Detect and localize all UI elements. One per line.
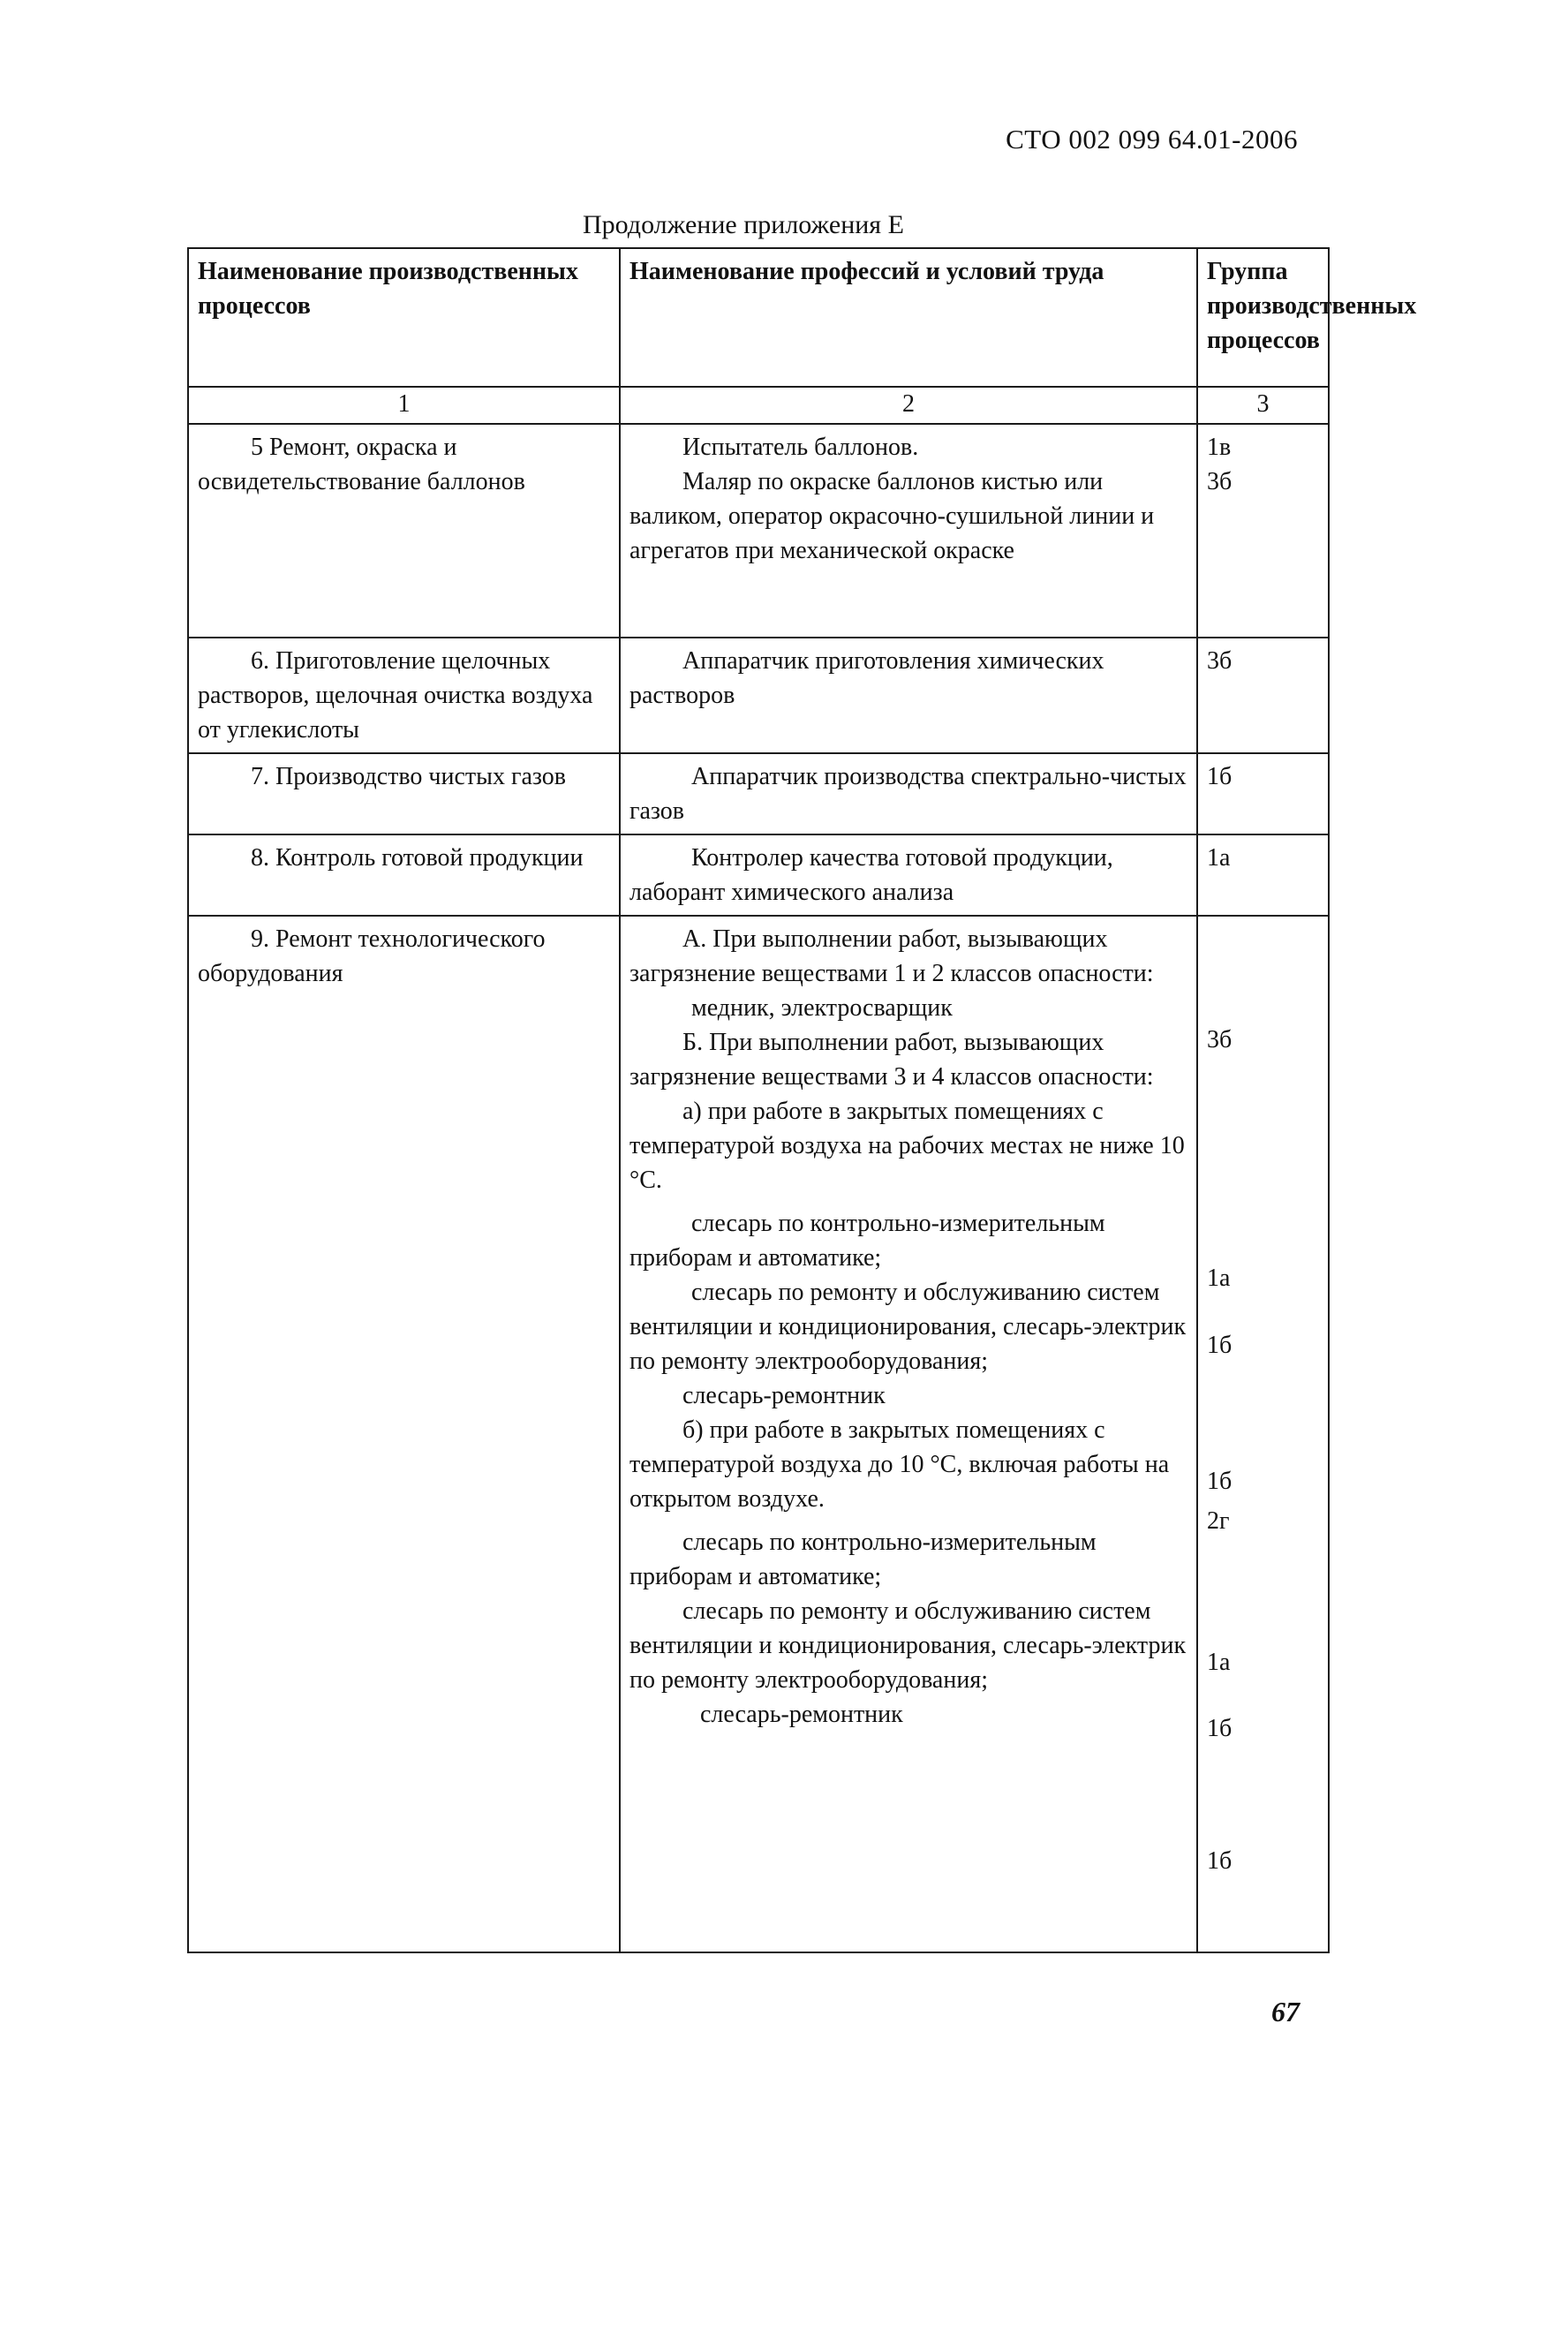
profession-cell [620, 834, 1197, 916]
profession-cell [620, 424, 1197, 638]
profession-entry: Маляр по окраске баллонов кистью или валиком, оператор окрасочно-сушильной линии и агрегатов при механической окраске [629, 468, 1155, 564]
profession-entry: Аппаратчик приготовления химических растворов [629, 647, 1104, 709]
group-cell [1197, 424, 1329, 638]
header-row [188, 248, 1329, 387]
profession-cell [620, 638, 1197, 753]
continuation-caption: Продолжение приложения Е [583, 210, 904, 239]
column-header-process: Наименование производственных процессов [188, 248, 620, 387]
table-row [188, 753, 1329, 834]
profession-entry: А. При выполнении работ, вызывающих загрязнение веществами 1 и 2 классов опасности: [629, 925, 1154, 987]
column-number: 1 [188, 387, 620, 424]
group-cell [1197, 638, 1329, 753]
profession-entry: б) при работе в закрытых помещениях с температурой воздуха до 10 °С, включая работы на открытом воздухе. [629, 1416, 1170, 1513]
group-value: 1б [1207, 1847, 1233, 1875]
table-row [188, 424, 1329, 638]
group-value: 1б [1207, 1468, 1233, 1495]
profession-entry: а) при работе в закрытых помещениях с температурой воздуха на рабочих местах не ниже 10 °С. [629, 1098, 1185, 1194]
group-value: 1б [1207, 763, 1233, 790]
group-value: 1в [1207, 434, 1232, 461]
process-cell: 8. Контроль готовой продукции [188, 834, 620, 916]
process-cell: 7. Производство чистых газов [188, 753, 620, 834]
document-code: СТО 002 099 64.01-2006 [1006, 124, 1298, 155]
group-cell [1197, 916, 1329, 1952]
group-value: 3б [1207, 468, 1233, 495]
group-value: 1а [1207, 844, 1231, 872]
process-cell: 5 Ремонт, окраска и освидетельствование баллонов [188, 424, 620, 638]
process-cell: 6. Приготовление щелочных растворов, щелочная очистка воздуха от углекислоты [188, 638, 620, 753]
group-value: 1а [1207, 1265, 1231, 1292]
group-cell [1197, 753, 1329, 834]
profession-entry: Б. При выполнении работ, вызывающих загрязнение веществами 3 и 4 классов опасности: [629, 1029, 1154, 1091]
profession-entry: медник, электросварщик [691, 994, 953, 1022]
column-number-row [188, 387, 1329, 424]
profession-entry: Испытатель баллонов. [682, 434, 919, 461]
column-number: 2 [620, 387, 1197, 424]
profession-entry: Аппаратчик производства спектрально-чистых газов [629, 763, 1187, 825]
table-row [188, 834, 1329, 916]
process-cell: 9. Ремонт технологического оборудования [188, 916, 620, 1952]
column-header-profession: Наименование профессий и условий труда [620, 248, 1197, 387]
profession-entry: слесарь по ремонту и обслуживанию систем вентиляции и кондиционирования, слесарь-электрик по ремонту электрооборудования; [629, 1279, 1187, 1375]
table-row [188, 916, 1329, 1952]
profession-cell [620, 753, 1197, 834]
profession-entry: Контролер качества готовой продукции, лаборант химического анализа [629, 844, 1113, 906]
table-row [188, 638, 1329, 753]
profession-cell [620, 916, 1197, 1952]
profession-entry: слесарь по контрольно-измерительным приборам и автоматике; [629, 1210, 1105, 1272]
group-value: 1б [1207, 1332, 1233, 1359]
page-number: 67 [1271, 1996, 1300, 2027]
group-cell [1197, 834, 1329, 916]
column-header-group: Группа производственных процессов [1197, 248, 1329, 387]
profession-entry: слесарь-ремонтник [682, 1382, 886, 1409]
column-number: 3 [1197, 387, 1329, 424]
profession-entry: слесарь по ремонту и обслуживанию систем вентиляции и кондиционирования, слесарь-электрик по ремонту электрооборудования; [629, 1597, 1187, 1694]
group-value: 3б [1207, 1026, 1233, 1053]
profession-entry: слесарь-ремонтник [700, 1701, 903, 1728]
group-value: 3б [1207, 647, 1233, 675]
profession-entry: слесарь по контрольно-измерительным приборам и автоматике; [629, 1529, 1097, 1590]
appendix-table [187, 247, 1417, 1953]
group-value: 1а [1207, 1649, 1231, 1676]
group-value: 1б [1207, 1715, 1233, 1742]
group-value: 2г [1207, 1507, 1230, 1535]
